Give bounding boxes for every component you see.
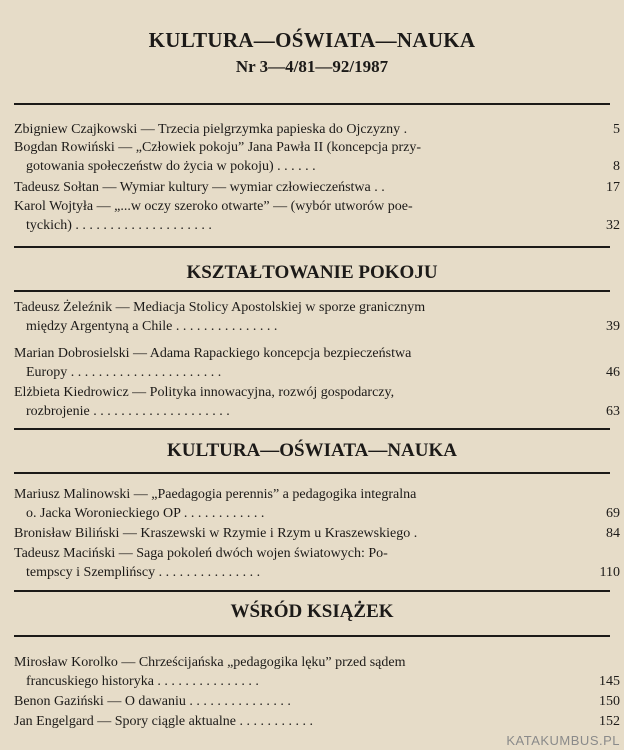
page-number: 69	[606, 506, 620, 521]
divider	[14, 590, 610, 592]
toc-entry	[14, 298, 620, 336]
toc-entry	[14, 383, 620, 421]
page-number: 63	[606, 404, 620, 419]
section-title: KSZTAŁTOWANIE POKOJU	[186, 262, 438, 283]
divider	[14, 635, 610, 637]
page-number: 32	[606, 218, 620, 233]
entry-line: rozbrojenie . . . . . . . . . . . . . . . . . . . . 63	[26, 404, 620, 419]
section-title: WŚRÓD KSIĄŻEK	[230, 601, 394, 622]
toc-entry	[14, 692, 620, 711]
watermark: KATAKUMBUS.PL	[506, 733, 620, 748]
page-number: 17	[606, 180, 620, 195]
entry-line: Marian Dobrosielski — Adama Rapackiego koncepcja bezpieczeństwa	[14, 346, 412, 361]
entry-line: Elżbieta Kiedrowicz — Polityka innowacyjna, rozwój gospodarczy,	[14, 385, 395, 400]
toc-entry	[14, 197, 620, 235]
page-number: 84	[606, 526, 620, 541]
entry-line: tempscy i Szemplińscy . . . . . . . . . . . . . . . 110	[26, 565, 620, 580]
toc-entry	[14, 653, 620, 691]
toc-entry	[14, 178, 620, 197]
page-number: 46	[606, 365, 620, 380]
entry-line: Mariusz Malinowski — „Paedagogia perennis” a pedagogika integralna	[14, 487, 417, 502]
entry-line: Jan Engelgard — Spory ciągle aktualne . . . . . . . . . . . 152	[14, 714, 620, 729]
page-number: 110	[599, 565, 620, 580]
toc-entry	[14, 138, 620, 176]
section-title: KULTURA—OŚWIATA—NAUKA	[167, 440, 457, 461]
toc-entry	[14, 712, 620, 731]
page-number: 145	[599, 674, 620, 689]
toc-entry	[14, 485, 620, 523]
toc-entry	[14, 544, 620, 582]
entry-line: Benon Gaziński — O dawaniu . . . . . . . . . . . . . . . 150	[14, 694, 620, 709]
entry-line: gotowania społeczeństw do życia w pokoju) . . . . . . 8	[26, 159, 620, 174]
entry-line: Tadeusz Maciński — Saga pokoleń dwóch wojen światowych: Po-	[14, 546, 388, 561]
entry-line: Bogdan Rowiński — „Człowiek pokoju” Jana Pawła II (koncepcja przy-	[14, 140, 422, 155]
page-number: 150	[599, 694, 620, 709]
page-number: 152	[599, 714, 620, 729]
entry-line: Mirosław Korolko — Chrześcijańska „pedagogika lęku” przed sądem	[14, 655, 406, 670]
divider	[14, 428, 610, 430]
entry-line: Zbigniew Czajkowski — Trzecia pielgrzymka papieska do Ojczyzny . 5	[14, 122, 620, 137]
toc-entry	[14, 344, 620, 382]
divider	[14, 290, 610, 292]
entry-line: o. Jacka Woronieckiego OP . . . . . . . . . . . . 69	[26, 506, 620, 521]
toc-entry	[14, 120, 620, 139]
entry-line: Bronisław Biliński — Kraszewski w Rzymie i Rzym u Kraszewskiego . 84	[14, 526, 620, 541]
divider	[14, 472, 610, 474]
page-number: 5	[613, 122, 620, 137]
entry-line: Tadeusz Sołtan — Wymiar kultury — wymiar człowieczeństwa . . 17	[14, 180, 620, 195]
entry-line: Karol Wojtyła — „...w oczy szeroko otwarte” — (wybór utworów poe-	[14, 199, 413, 214]
entry-line: tyckich) . . . . . . . . . . . . . . . . . . . . 32	[26, 218, 620, 233]
entry-line: Europy . . . . . . . . . . . . . . . . . . . . . . 46	[26, 365, 620, 380]
page-number: 8	[613, 159, 620, 174]
toc-entry	[14, 524, 620, 543]
divider	[14, 246, 610, 248]
page-number: 39	[606, 319, 620, 334]
entry-line: francuskiego historyka . . . . . . . . . . . . . . . 145	[26, 674, 620, 689]
issue-number: Nr 3—4/81—92/1987	[235, 57, 389, 76]
entry-line: Tadeusz Żeleźnik — Mediacja Stolicy Apostolskiej w sporze granicznym	[14, 300, 426, 315]
entry-line: między Argentyną a Chile . . . . . . . . . . . . . . . 39	[26, 319, 620, 334]
divider	[14, 103, 610, 105]
journal-title: KULTURA—OŚWIATA—NAUKA	[148, 28, 476, 52]
